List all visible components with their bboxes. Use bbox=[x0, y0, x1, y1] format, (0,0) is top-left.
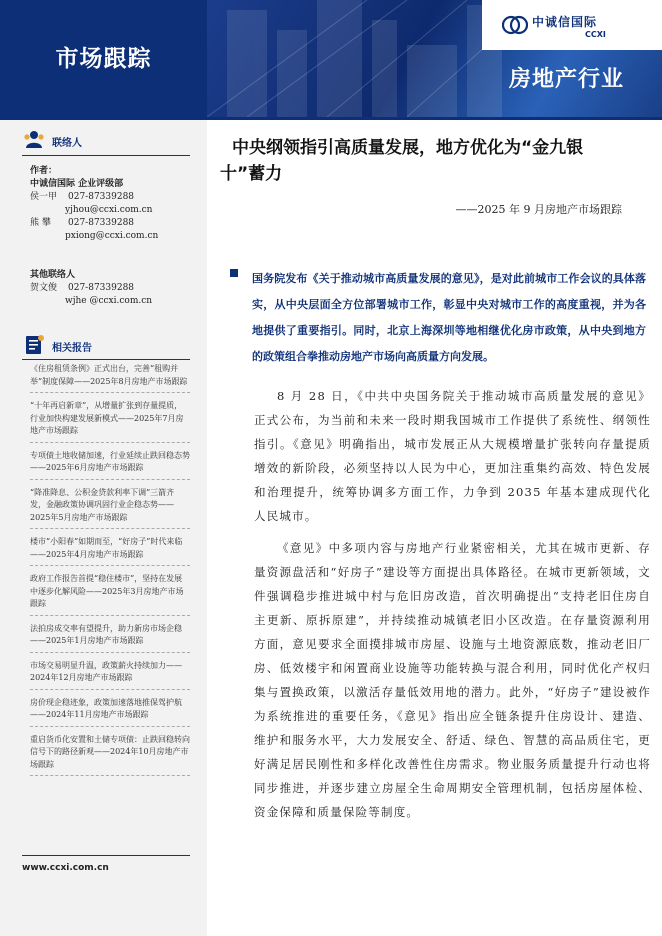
related-report-link[interactable]: 楼市“小阳春”如期而至，“好房子”时代来临——2025年4月房地产市场跟踪 bbox=[30, 536, 190, 566]
related-report-link[interactable]: 法拍房成交率有望提升，助力新房市场企稳——2025年1月房地产市场跟踪 bbox=[30, 623, 190, 653]
related-report-link[interactable]: 房价现企稳迹象，政策加速落地推保驾护航——2024年11月房地产市场跟踪 bbox=[30, 697, 190, 727]
related-report-link[interactable]: 专项债土地收储加速，行业延续止跌回稳态势——2025年6月房地产市场跟踪 bbox=[30, 450, 190, 480]
logo-sub: CCXI bbox=[585, 30, 606, 39]
divider bbox=[22, 359, 190, 360]
header-title-block bbox=[0, 0, 207, 117]
author-phone: 027-87339288 bbox=[68, 192, 135, 202]
contact-email[interactable]: wjhe @ccxi.com.cn bbox=[65, 296, 153, 306]
related-report-link[interactable]: 重启货币化安置和土储专项债：止跌回稳转向信号下的路径新观——2024年10月房地产市场跟踪 bbox=[30, 734, 190, 777]
related-report-link[interactable]: “降准降息、公积金贷款利率下调”三箭齐发，金融政策协调巩固行业企稳态势——2025年5月房地产市场跟踪 bbox=[30, 487, 190, 530]
bullet-icon bbox=[230, 269, 238, 277]
contact-name: 贺文俊 bbox=[30, 283, 58, 293]
other-contacts-label: 其他联络人 bbox=[30, 270, 76, 280]
summary-block bbox=[230, 266, 646, 370]
author-name: 熊 攀 bbox=[30, 218, 51, 228]
related-report-link[interactable]: 政府工作报告首提“稳住楼市”，坚持在发展中逐步化解风险——2025年3月房地产市场跟踪 bbox=[30, 573, 190, 616]
related-report-link[interactable]: 市场交易明显升温，政策薪火持续加力——2024年12月房地产市场跟踪 bbox=[30, 660, 190, 690]
logo bbox=[482, 0, 662, 50]
author-email[interactable]: yjhou@ccxi.com.cn bbox=[65, 205, 153, 215]
website-link[interactable]: www.ccxi.com.cn bbox=[22, 863, 109, 873]
report-title bbox=[220, 135, 650, 187]
report-title-line: 中央纲领指引高质量发展，地方优化为“金九银 bbox=[232, 138, 584, 158]
author-contact bbox=[30, 191, 190, 204]
other-contact bbox=[30, 282, 190, 295]
summary-text: 国务院发布《关于推动城市高质量发展的意见》，是对此前城市工作会议的具体落实，从中央层面全方位部署城市工作，彰显中央对城市工作的高度重视，并为各地提供了重要指引。同时，北京上海深圳等地相继优化房市政策，从中央到地方的政策组合拳推动房地产市场向高质量方向发展。 bbox=[252, 272, 646, 363]
author-phone: 027-87339288 bbox=[68, 218, 135, 228]
header-banner bbox=[207, 0, 662, 117]
author-email[interactable]: pxiong@ccxi.com.cn bbox=[65, 231, 159, 241]
series-title: 市场跟踪 bbox=[55, 46, 152, 72]
body-paragraph: 8 月 28 日，《中共中央国务院关于推动城市高质量发展的意见》正式公布，为当前和未来一段时期我国城市工作提供了系统性、纲领性指引。《意见》明确指出，城市发展正从大规模增量扩张转向存量提质增效的新阶段，必须坚持以人民为中心，更加注重集约高效、特色发展和治理提升，统筹协调多方面工作，力争到 2035 年基本建成现代化人民城市。 bbox=[254, 389, 651, 523]
department: 中诚信国际 企业评级部 bbox=[30, 179, 124, 189]
people-icon bbox=[22, 128, 46, 152]
divider bbox=[22, 855, 190, 856]
related-report-link[interactable]: 《住房租赁条例》正式出台，完善“租购并举”制度保障——2025年8月房地产市场跟踪 bbox=[30, 363, 190, 393]
divider bbox=[22, 155, 190, 156]
contact-phone: 027-87339288 bbox=[68, 283, 135, 293]
contacts-heading-label: 联络人 bbox=[52, 138, 82, 149]
industry-title: 房地产行业 bbox=[508, 67, 624, 92]
author-block bbox=[30, 165, 190, 243]
body-paragraph: 《意见》中多项内容与房地产行业紧密相关，尤其在城市更新、存量资源盘活和“好房子”建设等方面提出具体路径。在城市更新领域，文件强调稳步推进城中村与危旧房改造，首次明确提出“支持老旧住房自主更新、原拆原建”，并持续推动城镇老旧小区改造。在存量资源利用方面，意见要求全面摸排城市房屋、设施与土地资源底数，推动老旧厂房、低效楼宇和闲置商业设施等功能转换与混合利用，同时优化产权归集与置换政策，以激活存量低效用地的潜力。此外，“好房子”建设被作为系统推进的重要任务，《意见》指出应全链条提升住房设计、建造、维护和服务水平，大力发展安全、舒适、绿色、智慧的高品质住宅，更好满足居民刚性和多样化改善性住房需求。物业服务质量提升行动也将同步推进，并逐步建立房屋全生命周期安全管理机制，包括房屋体检、资金保障和质量保险等制度。 bbox=[254, 541, 651, 819]
authors-label: 作者： bbox=[30, 166, 58, 176]
related-heading-label: 相关报告 bbox=[52, 343, 92, 354]
report-subtitle: ——2025 年 9 月房地产市场跟踪 bbox=[455, 203, 622, 216]
related-reports-list bbox=[30, 363, 190, 783]
related-report-link[interactable]: “十年再启新章”，从增量扩张到存量提质，行业加快构建发展新模式——2025年7月房地产市场跟踪 bbox=[30, 400, 190, 443]
logo-name: 中诚信国际 bbox=[532, 15, 598, 29]
author-contact bbox=[30, 217, 190, 230]
other-contacts-block bbox=[30, 269, 190, 308]
author-name: 侯一甲 bbox=[30, 192, 58, 202]
report-icon bbox=[22, 333, 46, 357]
ccxi-logo-icon bbox=[502, 12, 528, 38]
report-title-line: 十”蓄力 bbox=[220, 164, 283, 184]
